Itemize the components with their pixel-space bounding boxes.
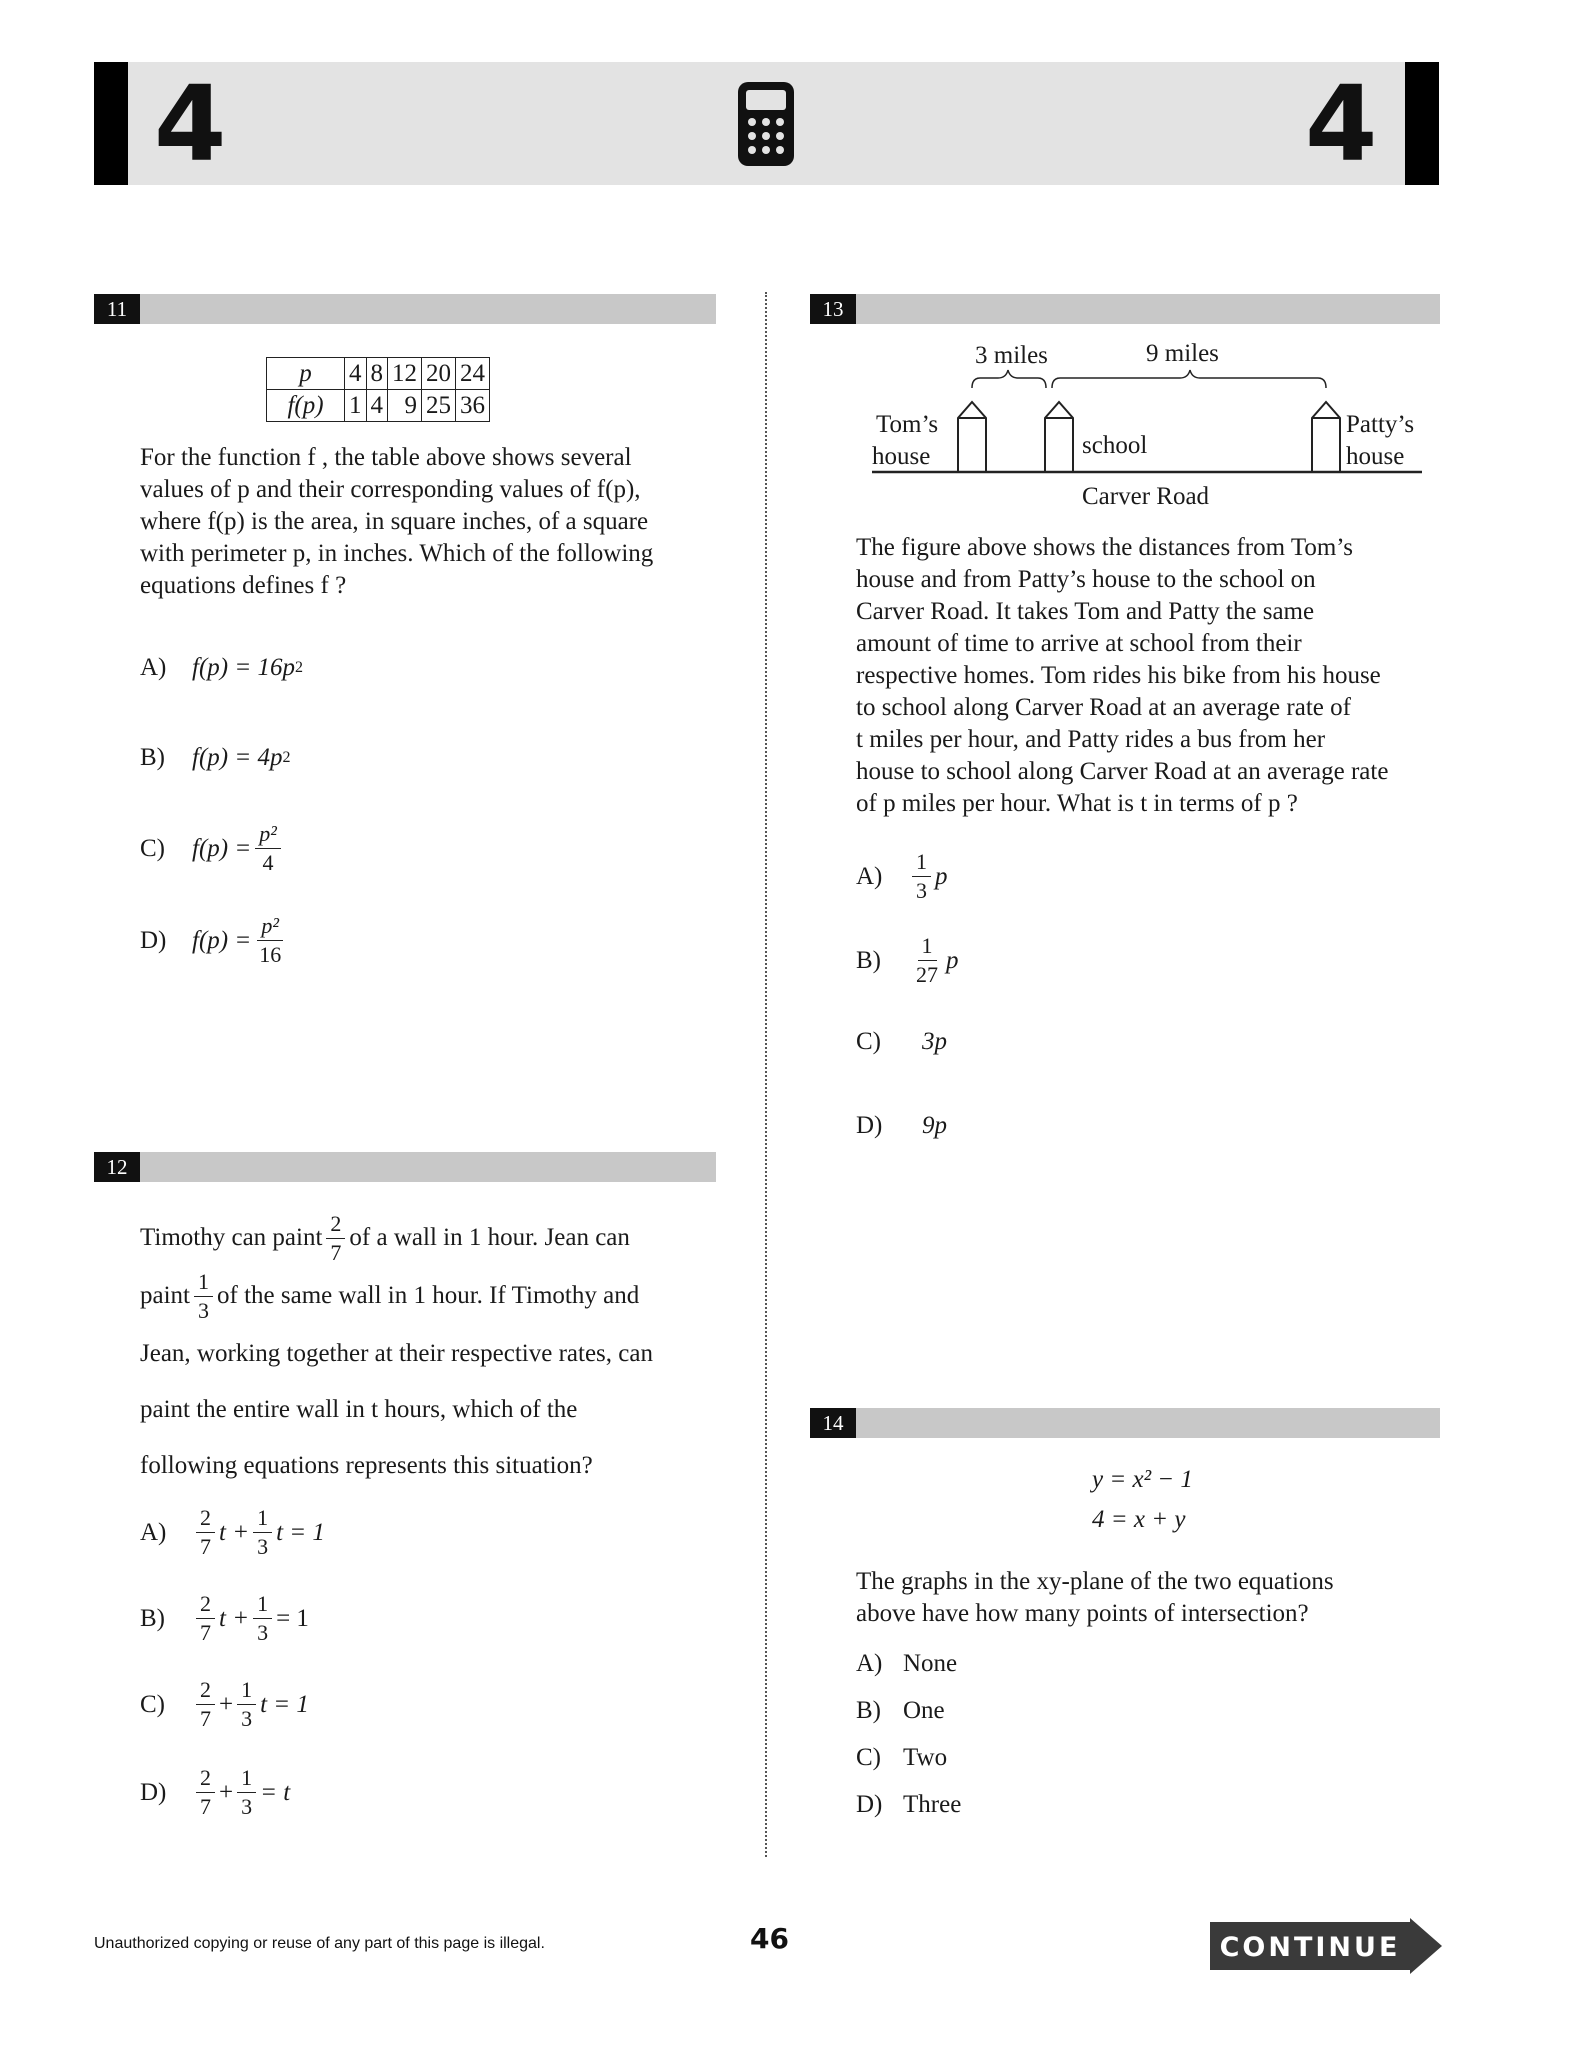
question-14-stem <box>856 1566 1436 1630</box>
table-cell: 25 <box>422 390 456 422</box>
continue-button[interactable] <box>1210 1918 1442 1974</box>
road-distance-figure <box>860 330 1430 520</box>
fraction-denominator: 4 <box>262 850 274 875</box>
fraction-denominator: 7 <box>200 1534 211 1559</box>
choice-text: Three <box>903 1791 962 1818</box>
choice-text: One <box>903 1697 945 1724</box>
choice-label: D) <box>856 1112 883 1139</box>
function-table <box>266 357 490 422</box>
question-number: 11 <box>94 294 140 324</box>
table-cell: 36 <box>456 390 490 422</box>
question-14-header <box>810 1408 1440 1438</box>
column-divider <box>765 292 767 1857</box>
road-label: Carver Road <box>1082 483 1210 510</box>
fraction-denominator: 7 <box>200 1706 211 1731</box>
stem-text: Timothy can paint <box>140 1224 323 1251</box>
stem-line: The figure above shows the distances from Tom’s <box>856 534 1353 561</box>
choice-label: B) <box>856 946 881 974</box>
fraction-denominator: 3 <box>241 1794 253 1819</box>
choice-12-c[interactable] <box>140 1678 309 1731</box>
toms-house-label: house <box>872 443 931 470</box>
table-cell: 12 <box>388 358 422 390</box>
choice-label: C) <box>140 1690 165 1718</box>
school-icon <box>1045 402 1073 472</box>
stem-line: above have how many points of intersection? <box>856 1600 1309 1627</box>
stem-line: of p miles per hour. What is t in terms of p ? <box>856 790 1298 817</box>
choice-label: C) <box>856 1744 881 1771</box>
stem-line: t miles per hour, and Patty rides a bus from her <box>856 726 1326 753</box>
choice-label: A) <box>856 1650 883 1677</box>
question-12-stem <box>140 1210 760 1494</box>
distance-label-9-miles: 9 miles <box>1146 340 1219 367</box>
choice-13-b[interactable] <box>856 934 959 987</box>
choice-end: = t <box>260 1778 291 1806</box>
fraction-numerator: 1 <box>912 850 931 877</box>
equation-1: y = x² − 1 <box>1092 1466 1193 1493</box>
choice-label: A) <box>140 1518 167 1546</box>
stem-line: Carver Road. It takes Tom and Patty the same <box>856 598 1315 625</box>
choice-text: 9p <box>922 1112 947 1139</box>
stem-line: to school along Carver Road at an average rate of <box>856 694 1351 721</box>
fraction-numerator: 1 <box>253 1506 272 1533</box>
choice-variable: p <box>935 862 948 890</box>
fraction-numerator: 1 <box>253 1592 272 1619</box>
table-cell: 4 <box>345 358 367 390</box>
fraction-denominator: 3 <box>198 1297 209 1323</box>
table-cell: 4 <box>366 390 388 422</box>
choice-14-d[interactable] <box>856 1789 961 1821</box>
copyright-notice: Unauthorized copying or reuse of any part of this page is illegal. <box>94 1935 545 1952</box>
choice-14-c[interactable] <box>856 1742 947 1774</box>
choice-expression: f(p) = 4p <box>192 744 283 771</box>
table-row <box>267 390 490 422</box>
fraction-denominator: 27 <box>916 962 938 987</box>
fraction-numerator: 1 <box>918 934 937 961</box>
question-11-stem <box>140 442 740 602</box>
choice-11-b[interactable] <box>140 742 290 774</box>
fraction-denominator: 3 <box>257 1534 269 1559</box>
choice-text: 3p <box>922 1028 947 1055</box>
fraction-numerator: 2 <box>326 1212 345 1239</box>
choice-11-d[interactable] <box>140 914 289 967</box>
table-cell: 24 <box>456 358 490 390</box>
choice-end: t = 1 <box>260 1690 309 1718</box>
choice-operator: t + <box>219 1604 250 1632</box>
stem-line: respective homes. Tom rides his bike from his house <box>856 662 1381 689</box>
stem-line: with perimeter p, in inches. Which of the following <box>140 540 654 567</box>
choice-variable: p <box>946 946 959 974</box>
table-cell: 1 <box>345 390 367 422</box>
stem-line: equations defines f ? <box>140 572 347 599</box>
fraction-numerator: 1 <box>194 1270 213 1297</box>
stem-text: of the same wall in 1 hour. If Timothy and <box>217 1282 640 1309</box>
fraction-denominator: 7 <box>200 1620 211 1645</box>
choice-11-a[interactable] <box>140 652 303 684</box>
exponent: 2 <box>294 659 303 676</box>
choice-12-d[interactable] <box>140 1766 290 1819</box>
choice-13-d[interactable] <box>856 1110 947 1142</box>
table-row <box>267 358 490 390</box>
table-cell: f(p) <box>267 390 345 422</box>
stem-line: amount of time to arrive at school from their <box>856 630 1302 657</box>
question-13-header <box>810 294 1440 324</box>
table-cell: p <box>267 358 345 390</box>
stem-line <box>140 1268 760 1324</box>
stem-text: paint <box>140 1282 190 1309</box>
choice-operator: t + <box>219 1518 250 1546</box>
stem-text: of a wall in 1 hour. Jean can <box>349 1224 630 1251</box>
toms-house-icon <box>958 402 986 472</box>
choice-expression: f(p) = <box>192 834 252 862</box>
choice-label: D) <box>140 1778 167 1806</box>
school-label: school <box>1082 432 1148 459</box>
choice-label: B) <box>856 1697 881 1724</box>
choice-label: B) <box>140 1604 165 1632</box>
choice-11-c[interactable] <box>140 822 285 875</box>
stem-line: For the function f , the table above shows several <box>140 444 632 471</box>
fraction-denominator: 7 <box>330 1239 342 1265</box>
distance-label-3-miles: 3 miles <box>975 342 1048 369</box>
question-12-header <box>94 1152 716 1182</box>
table-cell: 9 <box>388 390 422 422</box>
choice-label: C) <box>856 1028 881 1055</box>
stem-line: house and from Patty’s house to the school on <box>856 566 1316 593</box>
question-number: 12 <box>94 1152 140 1182</box>
fraction-denominator: 7 <box>200 1794 211 1819</box>
page-number: 46 <box>750 1922 789 1955</box>
choice-text: None <box>903 1650 958 1677</box>
header-bar-left <box>94 62 128 185</box>
distance-brace <box>1052 370 1326 388</box>
fraction-denominator: 3 <box>916 878 927 903</box>
choice-label: A) <box>140 654 167 681</box>
choice-end: t = 1 <box>276 1518 325 1546</box>
choice-14-b[interactable] <box>856 1695 945 1727</box>
fraction-numerator: p² <box>255 822 281 849</box>
pattys-house-icon <box>1312 402 1340 472</box>
fraction-denominator: 16 <box>259 942 282 967</box>
fraction-numerator: 2 <box>196 1678 215 1705</box>
choice-text: Two <box>903 1744 948 1771</box>
header-bar-right <box>1405 62 1439 185</box>
fraction-numerator: 2 <box>196 1592 215 1619</box>
choice-13-c[interactable] <box>856 1026 947 1058</box>
choice-expression: f(p) = 16p <box>192 654 295 681</box>
section-number-left: 4 <box>154 63 227 185</box>
stem-line: The graphs in the xy-plane of the two equations <box>856 1568 1334 1595</box>
question-number: 13 <box>810 294 856 324</box>
choice-operator: + <box>219 1778 234 1806</box>
stem-line: paint the entire wall in t hours, which of the <box>140 1396 578 1423</box>
exponent: 2 <box>282 749 291 766</box>
toms-house-label: Tom’s <box>876 411 939 438</box>
question-13-stem <box>856 532 1436 820</box>
continue-label: CONTINUE <box>1219 1932 1401 1963</box>
question-number: 14 <box>810 1408 856 1438</box>
fraction-numerator: p² <box>257 914 283 941</box>
fraction-numerator: 2 <box>196 1506 215 1533</box>
choice-expression: f(p) = <box>192 926 252 954</box>
stem-line: values of p and their corresponding values of f(p), <box>140 476 641 503</box>
choice-14-a[interactable] <box>856 1648 957 1680</box>
distance-brace <box>972 370 1046 388</box>
question-11-header <box>94 294 716 324</box>
choice-label: D) <box>856 1791 883 1818</box>
stem-line <box>140 1210 760 1266</box>
table-cell: 20 <box>422 358 456 390</box>
choice-12-b[interactable] <box>140 1592 309 1645</box>
pattys-house-label: Patty’s <box>1346 411 1415 438</box>
calculator-icon <box>736 80 796 168</box>
fraction-numerator: 2 <box>196 1766 215 1793</box>
fraction-denominator: 3 <box>241 1706 253 1731</box>
stem-line: following equations represents this situation? <box>140 1452 593 1479</box>
equation-2: 4 = x + y <box>1092 1506 1186 1533</box>
choice-label: B) <box>140 744 165 771</box>
fraction-numerator: 1 <box>237 1678 256 1705</box>
pattys-house-label: house <box>1346 443 1405 470</box>
fraction-numerator: 1 <box>237 1766 256 1793</box>
stem-line: where f(p) is the area, in square inches, of a square <box>140 508 649 535</box>
choice-label: C) <box>140 834 165 862</box>
section-number-right: 4 <box>1305 63 1378 185</box>
stem-line: Jean, working together at their respective rates, can <box>140 1340 653 1367</box>
choice-label: A) <box>856 862 883 890</box>
choice-operator: + <box>219 1690 234 1718</box>
fraction-denominator: 3 <box>257 1620 269 1645</box>
choice-label: D) <box>140 926 167 954</box>
table-cell: 8 <box>366 358 388 390</box>
choice-13-a[interactable] <box>856 850 948 903</box>
choice-12-a[interactable] <box>140 1506 325 1559</box>
choice-end: = 1 <box>276 1604 309 1632</box>
stem-line: house to school along Carver Road at an average rate <box>856 758 1389 785</box>
